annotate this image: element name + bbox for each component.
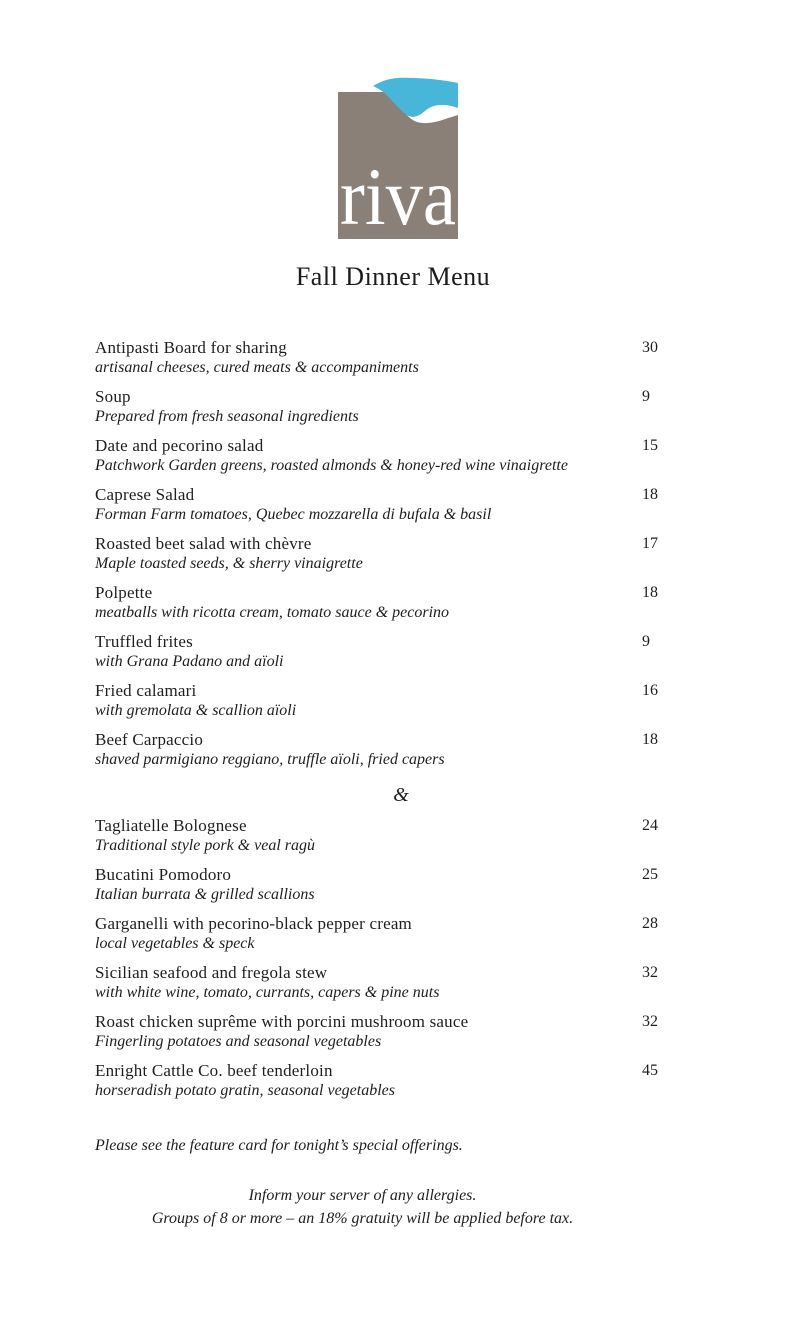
item-description: horseradish potato gratin, seasonal vegetables bbox=[95, 1082, 395, 1099]
item-name: Caprese Salad bbox=[95, 485, 195, 504]
item-name: Roast chicken suprême with porcini mushroom sauce bbox=[95, 1012, 469, 1031]
page-title: Fall Dinner Menu bbox=[295, 262, 491, 291]
menu-item bbox=[95, 338, 658, 378]
item-description: with white wine, tomato, currants, capers & pine nuts bbox=[95, 984, 440, 1001]
gratuity-note: Groups of 8 or more – an 18% gratuity will be applied before tax. bbox=[151, 1210, 574, 1227]
item-price: 24 bbox=[642, 817, 658, 834]
item-price: 32 bbox=[642, 1013, 658, 1030]
item-description: with gremolata & scallion aïoli bbox=[95, 702, 297, 719]
feature-card-note: Please see the feature card for tonight’s special offerings. bbox=[95, 1137, 463, 1154]
item-name: Truffled frites bbox=[95, 632, 193, 651]
item-name: Garganelli with pecorino-black pepper cream bbox=[95, 914, 412, 933]
item-price: 9 bbox=[642, 633, 650, 650]
item-description: Forman Farm tomatoes, Quebec mozzarella di bufala & basil bbox=[95, 506, 492, 523]
menu-item bbox=[95, 963, 658, 1003]
item-description: Prepared from fresh seasonal ingredients bbox=[95, 408, 359, 425]
item-price: 16 bbox=[642, 682, 658, 699]
item-price: 18 bbox=[642, 731, 658, 748]
menu-items-list bbox=[95, 338, 658, 1110]
logo-wordmark: riva bbox=[340, 151, 456, 239]
riva-logo bbox=[338, 77, 458, 239]
menu-item bbox=[95, 730, 658, 770]
item-name: Soup bbox=[95, 387, 131, 406]
item-description: Patchwork Garden greens, roasted almonds & honey-red wine vinaigrette bbox=[95, 457, 568, 474]
item-description: shaved parmigiano reggiano, truffle aïoli, fried capers bbox=[95, 751, 445, 768]
footer-notes bbox=[95, 1184, 630, 1230]
item-name: Fried calamari bbox=[95, 681, 197, 700]
allergies-note: Inform your server of any allergies. bbox=[248, 1187, 477, 1204]
menu-item bbox=[95, 816, 658, 856]
item-name: Enright Cattle Co. beef tenderloin bbox=[95, 1061, 333, 1080]
item-description: local vegetables & speck bbox=[95, 935, 255, 952]
item-price: 9 bbox=[642, 388, 650, 405]
item-price: 15 bbox=[642, 437, 658, 454]
item-description: Traditional style pork & veal ragù bbox=[95, 837, 315, 854]
item-price: 45 bbox=[642, 1062, 658, 1079]
menu-item bbox=[95, 1012, 658, 1052]
item-price: 25 bbox=[642, 866, 658, 883]
item-name: Beef Carpaccio bbox=[95, 730, 204, 749]
menu-item bbox=[95, 436, 658, 476]
item-description: artisanal cheeses, cured meats & accompaniments bbox=[95, 359, 419, 376]
item-price: 30 bbox=[642, 339, 658, 356]
menu-item bbox=[95, 534, 658, 574]
item-price: 18 bbox=[642, 584, 658, 601]
item-price: 32 bbox=[642, 964, 658, 981]
item-name: Sicilian seafood and fregola stew bbox=[95, 963, 328, 982]
item-name: Roasted beet salad with chèvre bbox=[95, 534, 312, 553]
item-description: with Grana Padano and aïoli bbox=[95, 653, 284, 670]
item-price: 28 bbox=[642, 915, 658, 932]
item-description: meatballs with ricotta cream, tomato sauce & pecorino bbox=[95, 604, 450, 621]
menu-item bbox=[95, 914, 658, 954]
menu-item bbox=[95, 583, 658, 623]
riva-logo-graphic bbox=[338, 77, 458, 239]
item-description: Italian burrata & grilled scallions bbox=[95, 886, 315, 903]
menu-item bbox=[95, 387, 655, 427]
section-divider-ampersand: & bbox=[393, 784, 409, 806]
menu-item bbox=[95, 1061, 658, 1101]
menu-item bbox=[95, 681, 658, 721]
menu-item bbox=[95, 485, 658, 525]
menu-item bbox=[95, 865, 658, 905]
item-name: Date and pecorino salad bbox=[95, 436, 264, 455]
item-name: Antipasti Board for sharing bbox=[95, 338, 287, 357]
item-name: Polpette bbox=[95, 583, 153, 602]
item-name: Bucatini Pomodoro bbox=[95, 865, 232, 884]
item-description: Fingerling potatoes and seasonal vegetables bbox=[95, 1033, 382, 1050]
item-price: 17 bbox=[642, 535, 658, 552]
item-price: 18 bbox=[642, 486, 658, 503]
item-name: Tagliatelle Bolognese bbox=[95, 816, 247, 835]
item-description: Maple toasted seeds, & sherry vinaigrette bbox=[95, 555, 363, 572]
menu-item bbox=[95, 632, 655, 672]
